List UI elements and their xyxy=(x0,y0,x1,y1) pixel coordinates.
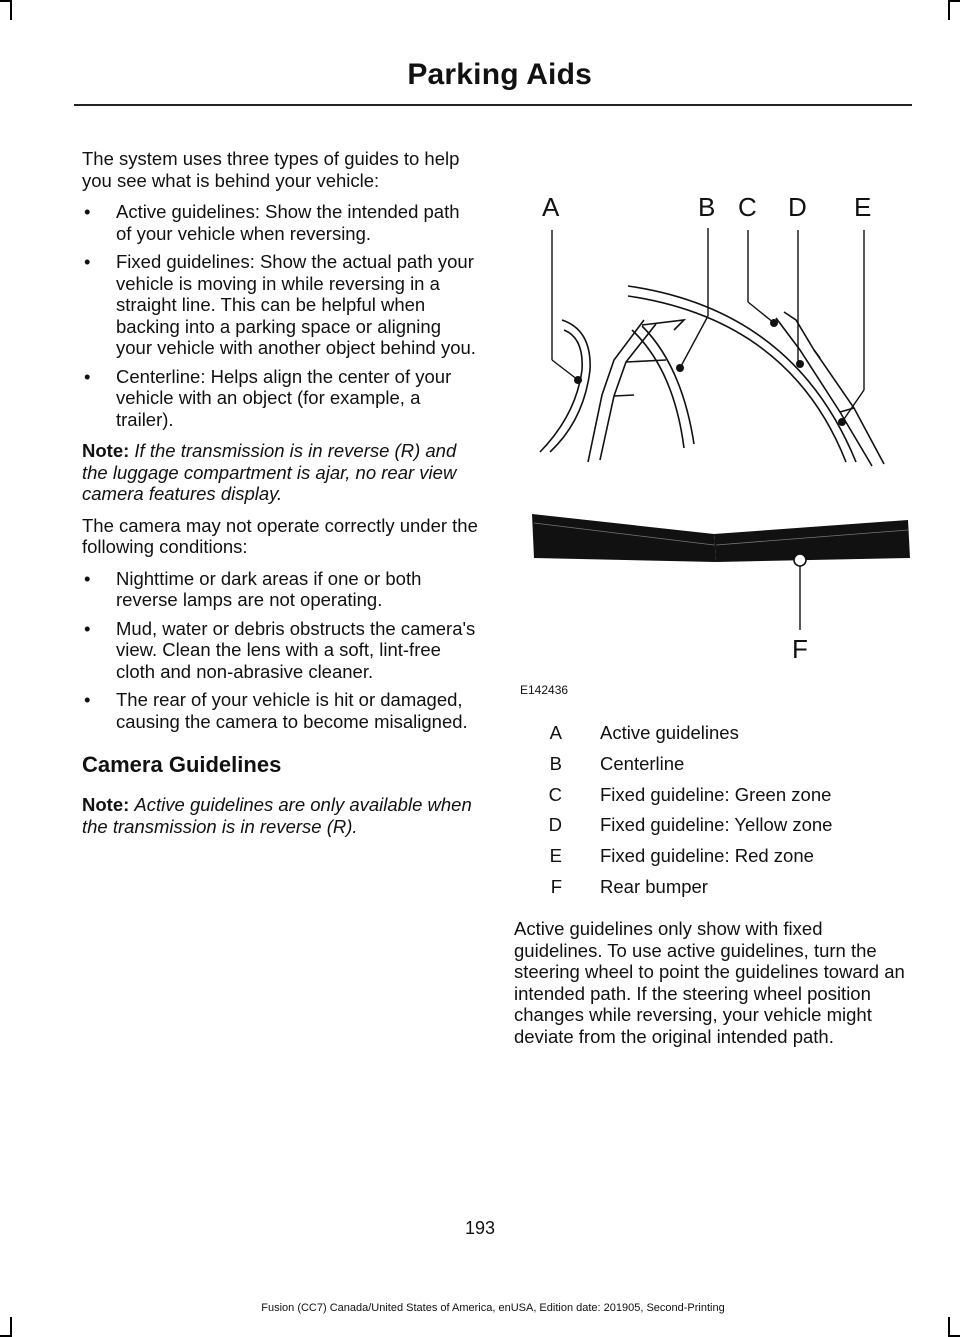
active-guideline-shape xyxy=(600,324,656,460)
legend-row xyxy=(540,753,920,784)
note-active-guidelines xyxy=(82,794,478,837)
guidelines-diagram xyxy=(514,190,914,700)
note-text: If the transmission is in reverse (R) and the luggage compartment is ajar, no rear view camera features display. xyxy=(82,440,457,504)
centerline-shape xyxy=(632,330,684,448)
legend-row xyxy=(540,814,920,845)
legend-letter: A xyxy=(549,722,562,743)
callout-leader-c2 xyxy=(748,302,774,323)
conditions-intro: The camera may not operate correctly under the following conditions: xyxy=(82,514,478,557)
list-item: • Active guidelines: Show the intended path of your vehicle when reversing. xyxy=(82,201,478,244)
intro-paragraph: The system uses three types of guides to help you see what is behind your vehicle: xyxy=(82,148,460,191)
callout-leader-b2 xyxy=(680,316,708,368)
note-transmission xyxy=(82,440,478,505)
crop-mark-bottom-left xyxy=(10,1317,12,1337)
callout-dot-c xyxy=(770,319,778,327)
legend-description: Rear bumper xyxy=(600,875,708,897)
callout-dot-d xyxy=(796,360,804,368)
legend-row xyxy=(540,784,920,815)
note-text: Active guidelines are only available when the transmission is in reverse (R). xyxy=(82,794,472,837)
page-number: 193 xyxy=(464,1218,496,1238)
callout-label-a: A xyxy=(542,192,560,222)
callout-dot-f xyxy=(794,554,806,566)
callout-label-e: E xyxy=(854,192,872,222)
list-item: • Centerline: Helps align the center of your vehicle with an object (for example, a trailer). xyxy=(82,366,478,431)
note-label: Note: xyxy=(82,440,130,461)
crop-mark-bottom-right xyxy=(948,1317,950,1337)
callout-dot-a xyxy=(574,376,582,384)
note-label: Note: xyxy=(82,794,130,815)
crop-mark-top-right-h xyxy=(950,0,960,2)
legend-letter: C xyxy=(548,783,562,805)
active-guideline-shape xyxy=(642,320,684,330)
rear-bumper-shape xyxy=(714,520,910,562)
conditions-list xyxy=(82,568,478,733)
active-guideline-shape xyxy=(626,360,666,362)
list-item: • Fixed guidelines: Show the actual path your vehicle is moving in while reversing in a straight line. This can be helpful when backing into a parking space or aligning your vehicle with another object behind you. xyxy=(82,251,478,359)
callout-label-b: B xyxy=(698,192,716,222)
right-column xyxy=(514,918,910,1057)
legend-description: Active guidelines xyxy=(600,722,739,743)
crop-mark-top-left-v xyxy=(10,0,12,20)
callout-label-c: C xyxy=(738,192,757,222)
fixed-guideline-shape xyxy=(776,318,872,466)
figure-id: E142436 xyxy=(520,683,569,697)
fixed-guideline-shape xyxy=(628,286,856,462)
callout-dot-b xyxy=(676,364,684,372)
callout-dot-e xyxy=(838,418,846,426)
legend-row xyxy=(540,876,920,907)
legend-letter: F xyxy=(550,875,562,897)
rear-bumper-shape xyxy=(532,514,716,562)
legend-description: Fixed guideline: Green zone xyxy=(600,783,832,805)
figure-legend xyxy=(540,722,920,907)
section-heading: Camera Guidelines xyxy=(82,752,282,777)
callout-leader-a2 xyxy=(552,360,578,380)
left-column xyxy=(82,148,478,847)
list-item: • The rear of your vehicle is hit or damaged, causing the camera to become misaligned. xyxy=(82,689,478,732)
page-footer: Fusion (CC7) Canada/United States of America, enUSA, Edition date: 201905, Second-Printing xyxy=(261,1302,725,1314)
legend-description: Fixed guideline: Red zone xyxy=(600,845,814,867)
crop-mark-top-left xyxy=(0,0,10,2)
legend-row xyxy=(540,722,920,753)
fixed-guideline-shape xyxy=(784,312,884,464)
legend-row xyxy=(540,845,920,876)
callout-label-f: F xyxy=(792,634,808,664)
legend-letter: B xyxy=(549,752,562,774)
header-divider xyxy=(74,104,912,106)
legend-letter: D xyxy=(548,814,562,836)
list-item: • Mud, water or debris obstructs the camera's view. Clean the lens with a soft, lint-free cloth and non-abrasive cleaner. xyxy=(82,618,478,683)
active-guideline-shape xyxy=(540,330,582,452)
camera-guidelines-figure xyxy=(514,190,914,700)
page-title: Parking Aids xyxy=(407,58,592,91)
list-item: • Nighttime or dark areas if one or both reverse lamps are not operating. xyxy=(82,568,478,611)
legend-description: Centerline xyxy=(600,752,685,774)
legend-description: Fixed guideline: Yellow zone xyxy=(600,814,833,836)
crop-mark-top-right xyxy=(948,0,950,20)
callout-label-d: D xyxy=(788,192,807,222)
active-guideline-shape xyxy=(614,395,634,396)
legend-letter: E xyxy=(549,845,562,867)
closing-paragraph: Active guidelines only show with fixed guidelines. To use active guidelines, turn the steering wheel to point the guidelines toward an intended path. If the steering wheel position changes while reversing, your vehicle might deviate from the original intended path. xyxy=(514,918,905,1047)
guide-types-list xyxy=(82,201,478,430)
